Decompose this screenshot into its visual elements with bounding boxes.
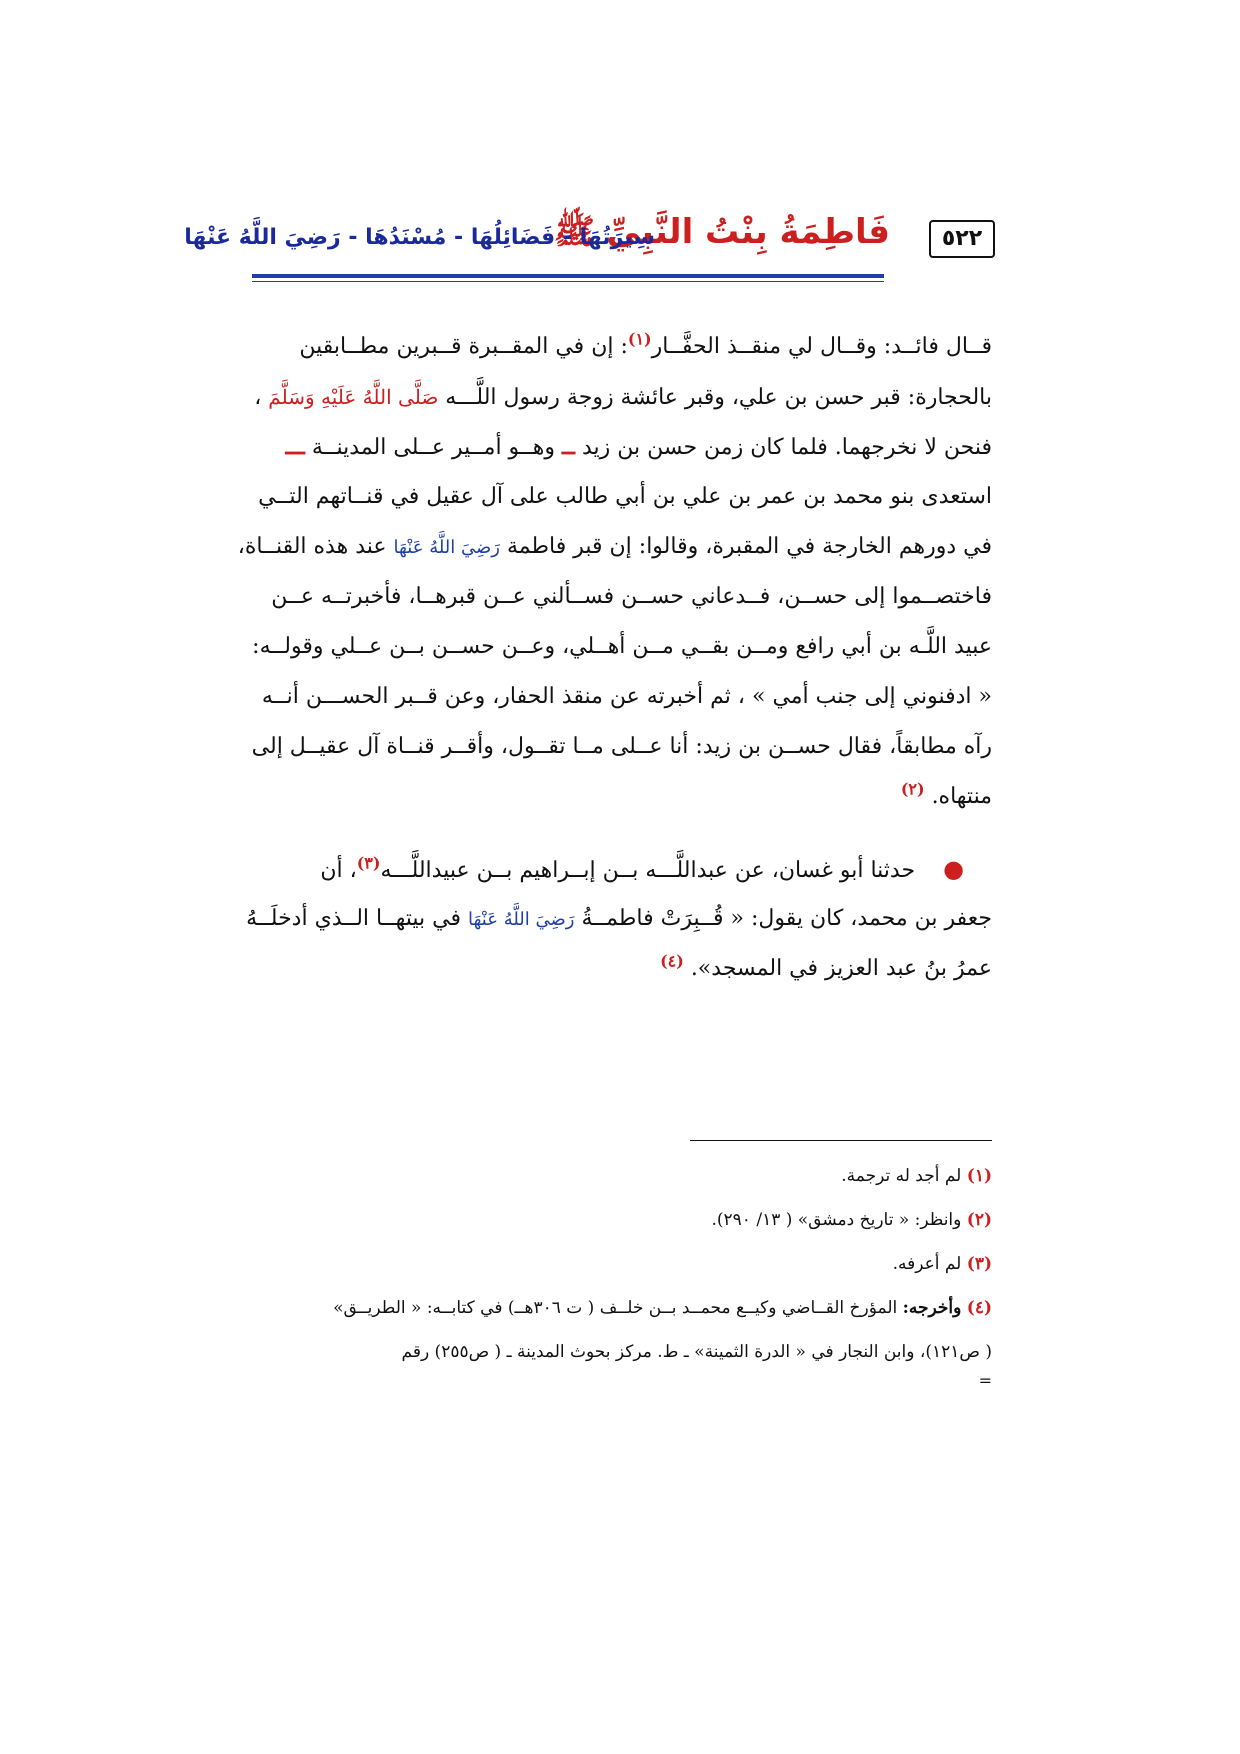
- footnote-number: (٢): [966, 1210, 992, 1230]
- footnote-3: [250, 1242, 992, 1286]
- footnote-text: لم أجد له ترجمة.: [841, 1166, 962, 1186]
- text-span: عمرُ بنُ عبد العزيز في المسجد».: [690, 956, 992, 981]
- dash-mark: ـــ: [285, 434, 305, 460]
- text-span: منتهاه.: [931, 784, 992, 809]
- footnote-separator: [690, 1140, 992, 1141]
- text-span: حدثنا أبو غسان، عن عبداللَّـــه بــن إبــراهيم بــن عبيداللَّـــه: [380, 858, 916, 883]
- footnotes: [250, 1154, 992, 1388]
- footnote-text: لم أعرفه.: [892, 1254, 962, 1274]
- text-line: عبيد اللَّـه بن أبي رافع ومــن بقــي مــن أهــلي، وعــن حســن بــن عــلي وقولــه:: [252, 634, 992, 659]
- text-line: [250, 422, 992, 472]
- text-span: ، أن: [320, 858, 357, 883]
- dash-mark: ــ: [562, 434, 575, 460]
- footnote-number: (١): [966, 1166, 992, 1186]
- text-line: [250, 322, 992, 372]
- footnote-4: [250, 1286, 992, 1330]
- text-span: ،: [254, 385, 262, 410]
- book-title: فَاطِمَةُ بِنْتُ النَّبِيِّ ﷺ: [553, 212, 890, 252]
- radiya-glyph: رَضِيَ اللَّهُ عَنْهَا: [468, 909, 575, 930]
- text-span: قــال فائــد: وقــال لي منقــذ الحفَّــار: [651, 334, 992, 359]
- footnote-1: [250, 1154, 992, 1198]
- text-span: في دورهم الخارجة في المقبرة، وقالوا: إن قبر فاطمة: [507, 534, 992, 559]
- text-span: في بيتهــا الــذي أدخلَــهُ: [246, 906, 462, 931]
- main-text: [237, 322, 992, 994]
- text-line: [246, 894, 992, 944]
- continuation-mark: =: [978, 1371, 992, 1390]
- text-line: [250, 772, 992, 822]
- text-span: عند هذه القنــاة،: [237, 534, 387, 559]
- page-number: ٥٢٢: [929, 220, 995, 258]
- footnote-ref[interactable]: (١): [627, 329, 652, 349]
- text-line: استعدى بنو محمد بن عمر بن علي بن أبي طالب على آل عقيل في قنــاتهم التــي: [258, 484, 992, 509]
- text-line: [250, 372, 992, 422]
- footnote-4-continuation: ( ص١٢١)، وابن النجار في « الدرة الثمينة» ـ ط. مركز بحوث المدينة ـ ( ص٢٥٥) رقم: [401, 1342, 992, 1362]
- bullet-icon: ●: [943, 855, 965, 883]
- text-span: بالحجارة: قبر حسن بن علي، وقبر عائشة زوجة رسول اللَّـــه: [445, 385, 992, 410]
- radiya-glyph: رَضِيَ اللَّهُ عَنْهَا: [393, 537, 500, 558]
- book-subtitle: سِيرَتُهَا - فَضَائِلُهَا - مُسْنَدُهَا - رَضِيَ اللَّهُ عَنْهَا: [184, 225, 655, 250]
- footnote-ref[interactable]: (٤): [660, 951, 684, 971]
- footnote-number: (٣): [966, 1254, 992, 1274]
- footnote-lead: وأخرجه:: [902, 1298, 962, 1318]
- paragraph-gap: [250, 822, 992, 844]
- text-span: فنحن لا نخرجهما. فلما كان زمن حسن بن زيد: [581, 435, 992, 460]
- text-line: [237, 522, 992, 572]
- text-span: : إن في المقــبرة قــبرين مطــابقين: [299, 334, 628, 359]
- text-line: فاختصــموا إلى حســن، فــدعاني حســن فســألني عــن قبرهــا، فأخبرتــه عــن: [271, 584, 992, 609]
- footnote-ref[interactable]: (٣): [356, 853, 381, 873]
- text-line: رآه مطابقاً، فقال حســن بن زيد: أنا عــلى مــا تقــول، وأقــر قنــاة آل عقيــل إلى: [251, 734, 992, 759]
- footnote-number: (٤): [966, 1298, 992, 1318]
- paragraph-2: [246, 844, 992, 994]
- header-rule-thin: [252, 281, 884, 282]
- text-span: جعفر بن محمد، كان يقول: « قُــبِرَتْ فاطمــةُ: [581, 906, 992, 931]
- paragraph-1: [237, 322, 992, 822]
- salawat-glyph: صَلَّى اللَّهُ عَلَيْهِ وَسَلَّمَ: [268, 385, 439, 409]
- text-line: [250, 844, 992, 894]
- footnote-2: [250, 1198, 992, 1242]
- text-line: [250, 944, 992, 994]
- page-header: [184, 208, 995, 278]
- header-rule: [252, 274, 884, 278]
- text-span: وهــو أمــير عــلى المدينــة: [311, 435, 556, 460]
- text-line: « ادفنوني إلى جنب أمي » ، ثم أخبرته عن منقذ الحفار، وعن قــبر الحســـن أنــه: [261, 684, 992, 709]
- footnote-text: وانظر: « تاريخ دمشق» ( ١٣/ ٢٩٠).: [711, 1210, 962, 1230]
- footnote-text: المؤرخ القــاضي وكيــع محمــد بــن خلــف ( ت ٣٠٦هــ) في كتابــه: « الطريــق»: [333, 1298, 898, 1318]
- footnote-ref[interactable]: (٢): [900, 779, 925, 799]
